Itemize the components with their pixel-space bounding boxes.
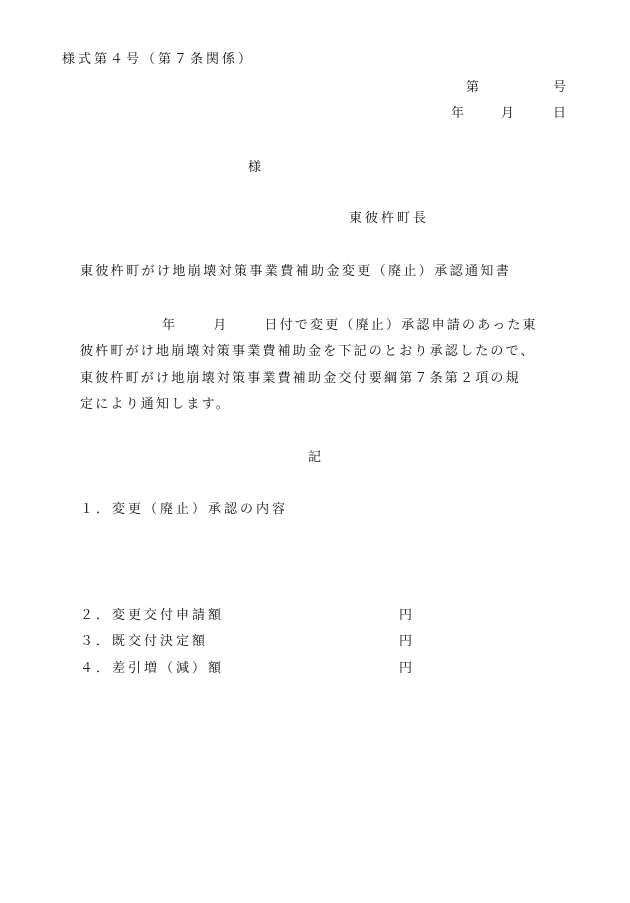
item-3-label: ３．既交付決定額 <box>80 634 209 649</box>
body-line-1-text: 日付で変更（廃止）承認申請のあった東 <box>264 318 538 333</box>
document-number-label: 第 <box>466 80 483 95</box>
document-number-unit: 号 <box>553 80 570 95</box>
document-title: 東彼杵町がけ地崩壊対策事業費補助金変更（廃止）承認通知書 <box>80 264 512 279</box>
item-1-label: １．変更（廃止）承認の内容 <box>80 502 289 517</box>
date-year-label: 年 <box>451 106 468 121</box>
item-2-label: ２．変更交付申請額 <box>80 608 225 623</box>
issuer-name: 東彼杵町長 <box>349 211 430 226</box>
date-month-label: 月 <box>501 106 518 121</box>
body-month-label: 月 <box>213 318 229 333</box>
body-year-label: 年 <box>162 318 178 333</box>
body-line-4: 定により通知します。 <box>80 397 231 412</box>
addressee-suffix: 様 <box>248 160 265 175</box>
body-line-2: 彼杵町がけ地崩壊対策事業費補助金を下記のとおり承認したので、 <box>80 344 536 359</box>
body-line-1 <box>80 319 538 332</box>
item-2-unit: 円 <box>399 608 416 623</box>
form-number: 様式第４号（第７条関係） <box>62 52 255 67</box>
date-day-label: 日 <box>553 106 570 121</box>
item-4-label: ４．差引増（減）額 <box>80 661 225 676</box>
ki-heading: 記 <box>308 450 325 465</box>
item-3-unit: 円 <box>399 634 416 649</box>
item-4-unit: 円 <box>399 661 416 676</box>
body-line-3: 東彼杵町がけ地崩壊対策事業費補助金交付要綱第７条第２項の規 <box>80 371 521 386</box>
